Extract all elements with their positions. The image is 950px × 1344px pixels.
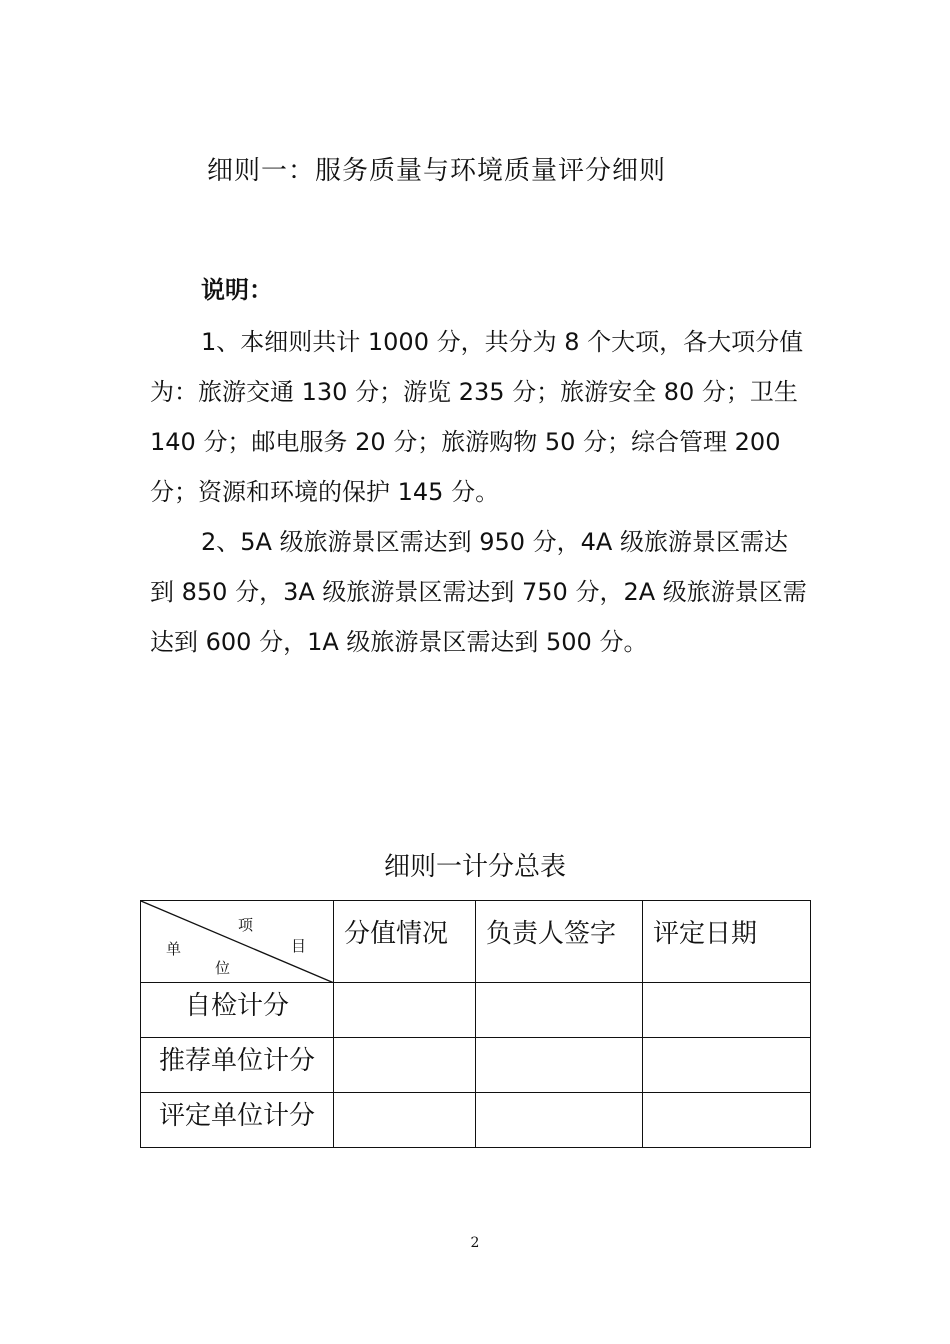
- table-row: [141, 983, 811, 1038]
- corner-label-item: 项: [238, 916, 254, 934]
- note-paragraph-1: 1、本细则共计 1000 分，共分为 8 个大项，各大项分值为：旅游交通 130 分；游览 235 分；旅游安全 80 分；卫生 140 分；邮电服务 20 分；旅游购物 50 分；综合管理 200 分；资源和环境的保护 145 分。: [150, 328, 804, 506]
- table-row: [141, 1093, 811, 1148]
- table-cell: [334, 1038, 476, 1093]
- note-paragraph-2: 2、5A 级旅游景区需达到 950 分，4A 级旅游景区需达到 850 分，3A 级旅游景区需达到 750 分，2A 级旅游景区需达到 600 分，1A 级旅游景区需达到 500 分。: [150, 528, 807, 656]
- note-heading: 说明：: [201, 276, 273, 304]
- row-label-evaluating-unit: 评定单位计分: [141, 1093, 334, 1148]
- table-cell: [643, 983, 811, 1038]
- table-row: [141, 1038, 811, 1093]
- corner-header-cell: [141, 901, 334, 983]
- column-header-score: 分值情况: [334, 901, 476, 983]
- corner-label-mu: 目: [291, 937, 307, 955]
- table-cell: [643, 1093, 811, 1148]
- column-header-date: 评定日期: [643, 901, 811, 983]
- table-cell: [643, 1038, 811, 1093]
- row-label-self-check: 自检计分: [141, 983, 334, 1038]
- document-title: 细则一：服务质量与环境质量评分细则: [207, 156, 667, 186]
- corner-label-unit: 单: [166, 940, 182, 958]
- table-cell: [334, 1093, 476, 1148]
- table-cell: [476, 983, 643, 1038]
- score-summary-table: [140, 900, 811, 1148]
- table-cell: [476, 1093, 643, 1148]
- table-cell: [476, 1038, 643, 1093]
- page-number: 2: [470, 1235, 480, 1251]
- table-cell: [334, 983, 476, 1038]
- table-title: 细则一计分总表: [383, 852, 566, 882]
- column-header-signature: 负责人签字: [476, 901, 643, 983]
- corner-label-wei: 位: [215, 959, 231, 977]
- row-label-recommending-unit: 推荐单位计分: [141, 1038, 334, 1093]
- table-header-row: [141, 901, 811, 983]
